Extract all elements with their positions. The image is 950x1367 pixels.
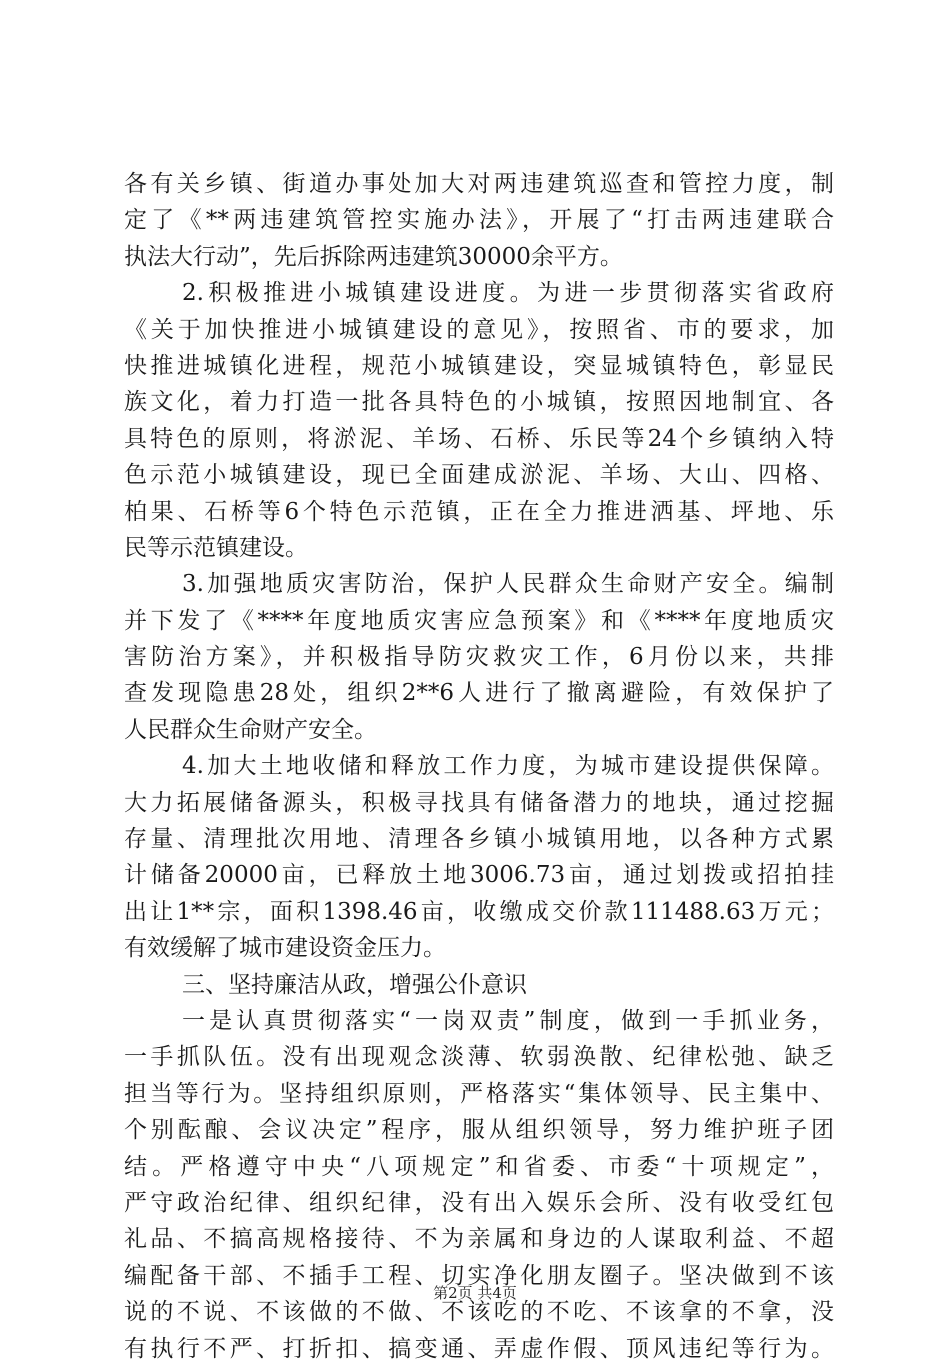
text-line: 人民群众生命财产安全。 — [124, 716, 377, 743]
text-line: 定了《**两违建筑管控实施办法》，开展了“打击两违建联合 — [124, 207, 834, 234]
text-line: 2.积极推进小城镇建设进度。为进一步贯彻落实省政府 — [182, 280, 834, 307]
text-line: 结。严格遵守中央“八项规定”和省委、市委“十项规定”， — [124, 1153, 834, 1180]
text-line: 具特色的原则，将淤泥、羊场、石桥、乐民等24个乡镇纳入特 — [124, 425, 834, 452]
text-line: 有执行不严、打折扣、搞变通、弄虚作假、顶风违纪等行为。 — [124, 1335, 834, 1362]
text-line: 色示范小城镇建设，现已全面建成淤泥、羊场、大山、四格、 — [124, 462, 834, 489]
text-line: 各有关乡镇、街道办事处加大对两违建筑巡查和管控力度，制 — [124, 171, 834, 197]
text-line: 存量、清理批次用地、清理各乡镇小城镇用地，以各种方式累 — [124, 826, 834, 853]
text-line: 快推进城镇化进程，规范小城镇建设，突显城镇特色，彰显民 — [124, 352, 834, 379]
text-line: 礼品、不搞高规格接待、不为亲属和身边的人谋取利益、不超 — [124, 1226, 834, 1253]
text-line: 个别酝酿、会议决定”程序，服从组织领导，努力维护班子团 — [124, 1117, 834, 1144]
text-line: 《关于加快推进小城镇建设的意见》，按照省、市的要求，加 — [124, 316, 834, 343]
text-line: 三、坚持廉洁从政，增强公仆意识 — [182, 971, 527, 998]
text-line: 民等示范镇建设。 — [124, 534, 308, 561]
page-footer: 第2页 共4页 — [433, 1284, 517, 1302]
text-line: 编配备干部、不插手工程、切实净化朋友圈子。坚决做到不该 — [124, 1262, 834, 1289]
text-line: 严守政治纪律、组织纪律，没有出入娱乐会所、没有收受红包 — [124, 1189, 834, 1216]
text-line: 查发现隐患28处，组织2**6人进行了撤离避险，有效保护了 — [124, 680, 834, 707]
text-line: 说的不说、不该做的不做、不该吃的不吃、不该拿的不拿，没 — [124, 1299, 834, 1326]
text-line: 执法大行动”，先后拆除两违建筑30000余平方。 — [124, 243, 623, 270]
text-line: 3.加强地质灾害防治，保护人民群众生命财产安全。编制 — [182, 571, 834, 598]
text-line: 并下发了《****年度地质灾害应急预案》和《****年度地质灾 — [124, 607, 834, 634]
text-line: 一手抓队伍。没有出现观念淡薄、软弱涣散、纪律松弛、缺乏 — [124, 1044, 834, 1071]
text-line: 担当等行为。坚持组织原则，严格落实“集体领导、民主集中、 — [124, 1080, 834, 1107]
text-line: 有效缓解了城市建设资金压力。 — [124, 935, 446, 962]
text-line: 一是认真贯彻落实“一岗双责”制度，做到一手抓业务， — [182, 1007, 834, 1034]
text-line: 4.加大土地收储和释放工作力度，为城市建设提供保障。 — [182, 753, 834, 780]
text-line: 柏果、石桥等6个特色示范镇，正在全力推进洒基、坪地、乐 — [124, 498, 834, 525]
text-line: 害防治方案》，并积极指导防灾救灾工作，6月份以来，共排 — [124, 644, 834, 671]
document-body — [124, 166, 834, 1367]
text-line: 出让1**宗，面积1398.46亩，收缴成交价款111488.63万元； — [124, 898, 834, 925]
text-line: 计储备20000亩，已释放土地3006.73亩，通过划拨或招拍挂 — [124, 862, 834, 889]
text-line: 族文化，着力打造一批各具特色的小城镇，按照因地制宜、各 — [124, 389, 834, 416]
text-line: 大力拓展储备源头，积极寻找具有储备潜力的地块，通过挖掘 — [124, 789, 834, 816]
